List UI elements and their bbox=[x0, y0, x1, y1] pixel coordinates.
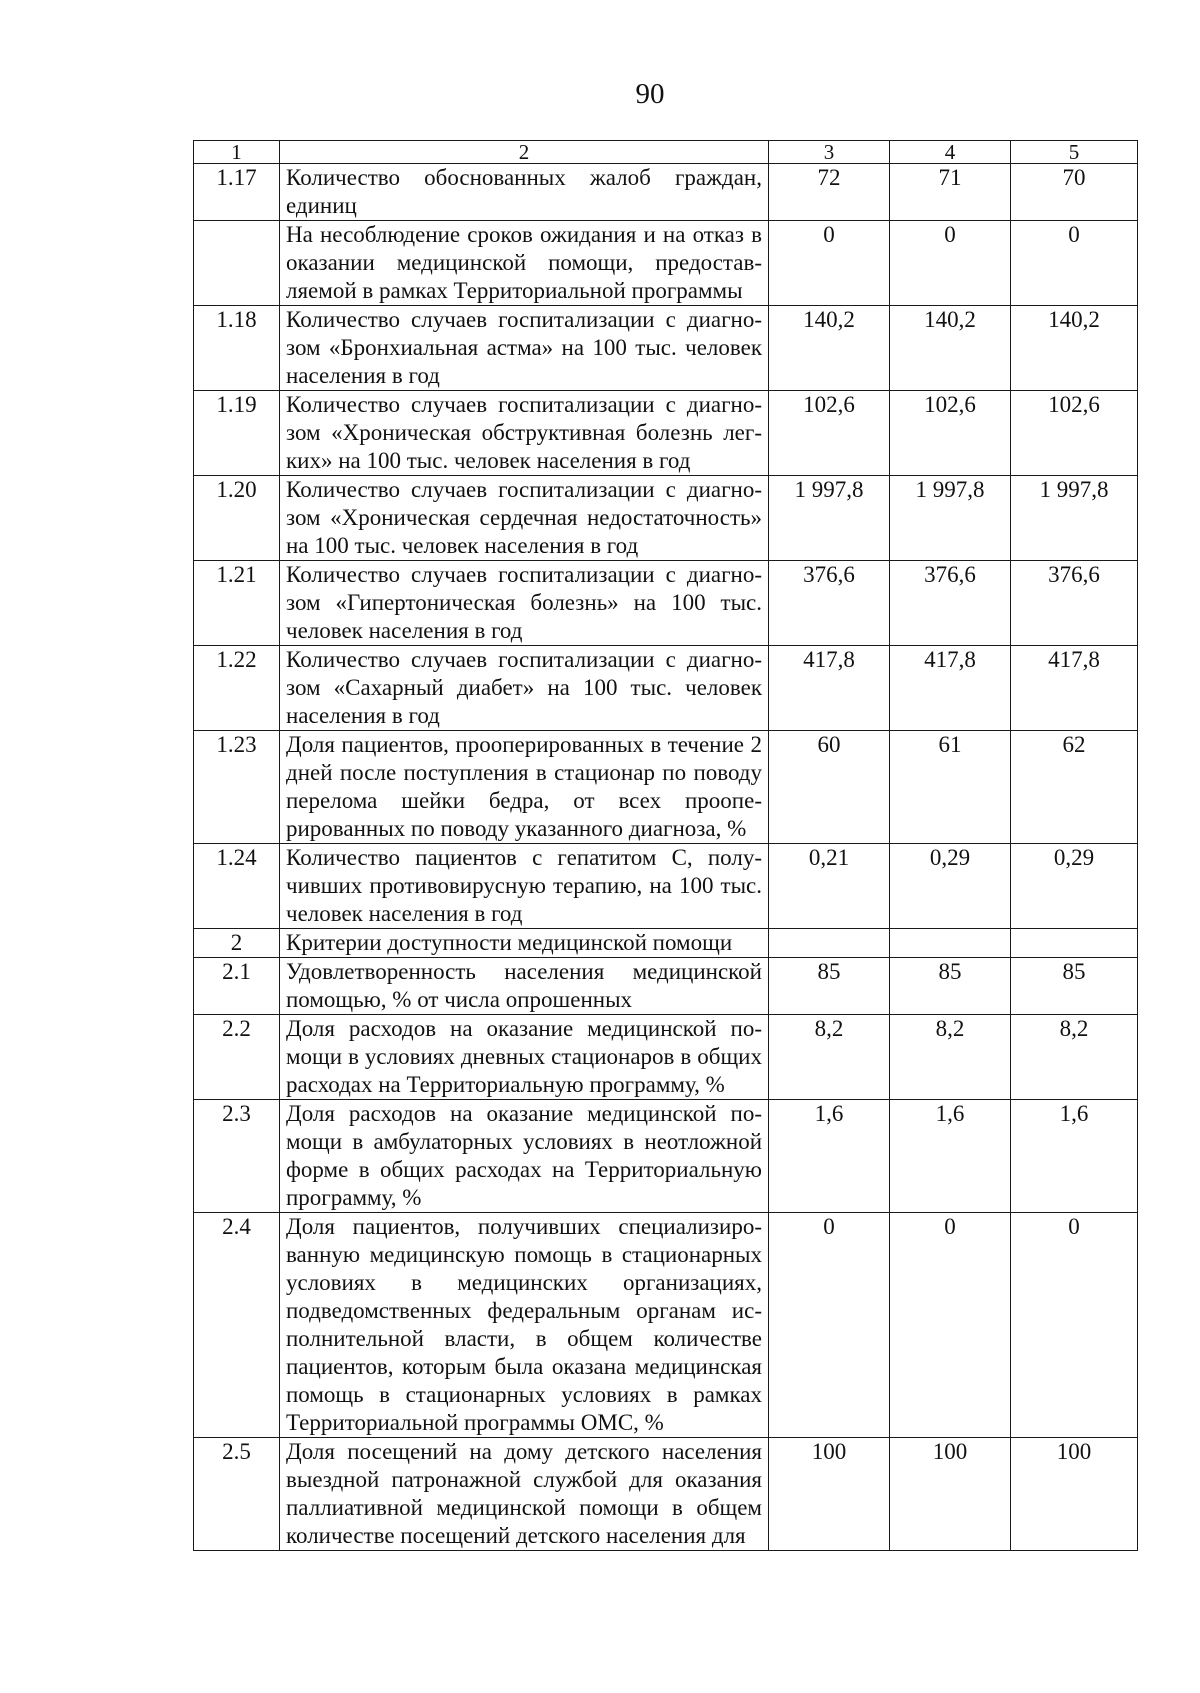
row-number: 2.1 bbox=[194, 958, 280, 1015]
row-description: Количество случаев госпитализации с диагнозом «Сахарный диабет» на 100 тыс. человек населения в год bbox=[280, 646, 769, 731]
row-value-col3: 0 bbox=[769, 1213, 890, 1438]
row-value-col5: 100 bbox=[1011, 1438, 1138, 1551]
row-number: 2.4 bbox=[194, 1213, 280, 1438]
row-value-col5: 140,2 bbox=[1011, 306, 1138, 391]
section-heading-row bbox=[194, 929, 1138, 958]
row-number: 1.23 bbox=[194, 731, 280, 844]
row-description: На несоблюдение сроков ожидания и на отказ в оказании медицинской помощи, предоставляемой в рамках Территориальной программы bbox=[280, 221, 769, 306]
row-number: 1.17 bbox=[194, 164, 280, 221]
row-description: Доля расходов на оказание медицинской помощи в условиях дневных стационаров в общих расходах на Территориальную программу, % bbox=[280, 1015, 769, 1100]
row-number: 1.21 bbox=[194, 561, 280, 646]
row-description: Удовлетворенность населения медицинской помощью, % от числа опрошенных bbox=[280, 958, 769, 1015]
row-value-col5: 0,29 bbox=[1011, 844, 1138, 929]
row-value-col3: 376,6 bbox=[769, 561, 890, 646]
table-row bbox=[194, 391, 1138, 476]
row-value-col5: 417,8 bbox=[1011, 646, 1138, 731]
table-row bbox=[194, 221, 1138, 306]
header-cell-1: 1 bbox=[194, 141, 280, 164]
section-heading: Критерии доступности медицинской помощи bbox=[280, 929, 769, 958]
header-cell-3: 3 bbox=[769, 141, 890, 164]
row-value-col4 bbox=[890, 929, 1011, 958]
row-value-col5: 8,2 bbox=[1011, 1015, 1138, 1100]
row-value-col3: 0,21 bbox=[769, 844, 890, 929]
row-description: Количество пациентов с гепатитом С, получивших противовирусную терапию, на 100 тыс. человек населения в год bbox=[280, 844, 769, 929]
row-number: 1.22 bbox=[194, 646, 280, 731]
table-row bbox=[194, 561, 1138, 646]
table-row bbox=[194, 1213, 1138, 1438]
table-row bbox=[194, 476, 1138, 561]
row-number: 2.2 bbox=[194, 1015, 280, 1100]
header-cell-5: 5 bbox=[1011, 141, 1138, 164]
row-number: 2.3 bbox=[194, 1100, 280, 1213]
row-value-col4: 102,6 bbox=[890, 391, 1011, 476]
row-value-col4: 140,2 bbox=[890, 306, 1011, 391]
table-row bbox=[194, 731, 1138, 844]
row-value-col5: 0 bbox=[1011, 221, 1138, 306]
table-header-row bbox=[194, 141, 1138, 164]
row-number: 2.5 bbox=[194, 1438, 280, 1551]
row-value-col3: 102,6 bbox=[769, 391, 890, 476]
row-value-col4: 8,2 bbox=[890, 1015, 1011, 1100]
row-value-col5: 102,6 bbox=[1011, 391, 1138, 476]
row-description: Доля пациентов, получивших специализированную медицинскую помощь в стационарных условиях в медицинских организациях, подведомственных федеральным органам исполнительной власти, в общем количестве пациентов, которым была оказана медицинская помощь в стационарных условиях в рамках Территориальной программы ОМС, % bbox=[280, 1213, 769, 1438]
row-value-col3: 60 bbox=[769, 731, 890, 844]
row-value-col4: 0 bbox=[890, 1213, 1011, 1438]
table-row bbox=[194, 1015, 1138, 1100]
row-value-col3: 1 997,8 bbox=[769, 476, 890, 561]
row-value-col3: 85 bbox=[769, 958, 890, 1015]
row-number: 1.24 bbox=[194, 844, 280, 929]
row-description: Количество случаев госпитализации с диагнозом «Гипертоническая болезнь» на 100 тыс. человек населения в год bbox=[280, 561, 769, 646]
row-value-col5: 62 bbox=[1011, 731, 1138, 844]
row-value-col3: 100 bbox=[769, 1438, 890, 1551]
row-value-col5: 85 bbox=[1011, 958, 1138, 1015]
criteria-table bbox=[193, 140, 1138, 1551]
table-row bbox=[194, 646, 1138, 731]
row-value-col4: 417,8 bbox=[890, 646, 1011, 731]
table-row bbox=[194, 1438, 1138, 1551]
row-value-col4: 1,6 bbox=[890, 1100, 1011, 1213]
row-value-col4: 376,6 bbox=[890, 561, 1011, 646]
row-value-col4: 61 bbox=[890, 731, 1011, 844]
row-value-col3: 1,6 bbox=[769, 1100, 890, 1213]
row-value-col3: 0 bbox=[769, 221, 890, 306]
header-cell-2: 2 bbox=[280, 141, 769, 164]
row-description: Количество случаев госпитализации с диагнозом «Бронхиальная астма» на 100 тыс. человек населения в год bbox=[280, 306, 769, 391]
row-value-col5: 1 997,8 bbox=[1011, 476, 1138, 561]
row-description: Количество случаев госпитализации с диагнозом «Хроническая обструктивная болезнь легких» на 100 тыс. человек населения в год bbox=[280, 391, 769, 476]
table-row bbox=[194, 844, 1138, 929]
row-value-col4: 0,29 bbox=[890, 844, 1011, 929]
row-number: 2 bbox=[194, 929, 280, 958]
row-value-col3: 72 bbox=[769, 164, 890, 221]
row-value-col4: 1 997,8 bbox=[890, 476, 1011, 561]
row-value-col3 bbox=[769, 929, 890, 958]
row-value-col4: 71 bbox=[890, 164, 1011, 221]
row-value-col3: 8,2 bbox=[769, 1015, 890, 1100]
row-value-col4: 100 bbox=[890, 1438, 1011, 1551]
row-value-col5: 376,6 bbox=[1011, 561, 1138, 646]
row-value-col4: 0 bbox=[890, 221, 1011, 306]
row-value-col5 bbox=[1011, 929, 1138, 958]
row-value-col3: 417,8 bbox=[769, 646, 890, 731]
row-number: 1.20 bbox=[194, 476, 280, 561]
row-value-col5: 0 bbox=[1011, 1213, 1138, 1438]
row-description: Количество случаев госпитализации с диагнозом «Хроническая сердечная недостаточность» на 100 тыс. человек населения в год bbox=[280, 476, 769, 561]
page-number: 90 bbox=[635, 78, 665, 110]
row-description: Доля посещений на дому детского населения выездной патронажной службой для оказания паллиативной медицинской помощи в общем количестве посещений детского населения для bbox=[280, 1438, 769, 1551]
table-row bbox=[194, 958, 1138, 1015]
row-number bbox=[194, 221, 280, 306]
row-description: Доля расходов на оказание медицинской помощи в амбулаторных условиях в неотложной форме в общих расходах на Территориальную программу, % bbox=[280, 1100, 769, 1213]
row-description: Количество обоснованных жалоб граждан, единиц bbox=[280, 164, 769, 221]
header-cell-4: 4 bbox=[890, 141, 1011, 164]
row-number: 1.18 bbox=[194, 306, 280, 391]
table-row bbox=[194, 164, 1138, 221]
table-row bbox=[194, 306, 1138, 391]
row-value-col5: 1,6 bbox=[1011, 1100, 1138, 1213]
row-value-col4: 85 bbox=[890, 958, 1011, 1015]
table-row bbox=[194, 1100, 1138, 1213]
row-value-col3: 140,2 bbox=[769, 306, 890, 391]
row-description: Доля пациентов, прооперированных в течение 2 дней после поступления в стационар по поводу перелома шейки бедра, от всех прооперированных по поводу указанного диагноза, % bbox=[280, 731, 769, 844]
row-value-col5: 70 bbox=[1011, 164, 1138, 221]
row-number: 1.19 bbox=[194, 391, 280, 476]
